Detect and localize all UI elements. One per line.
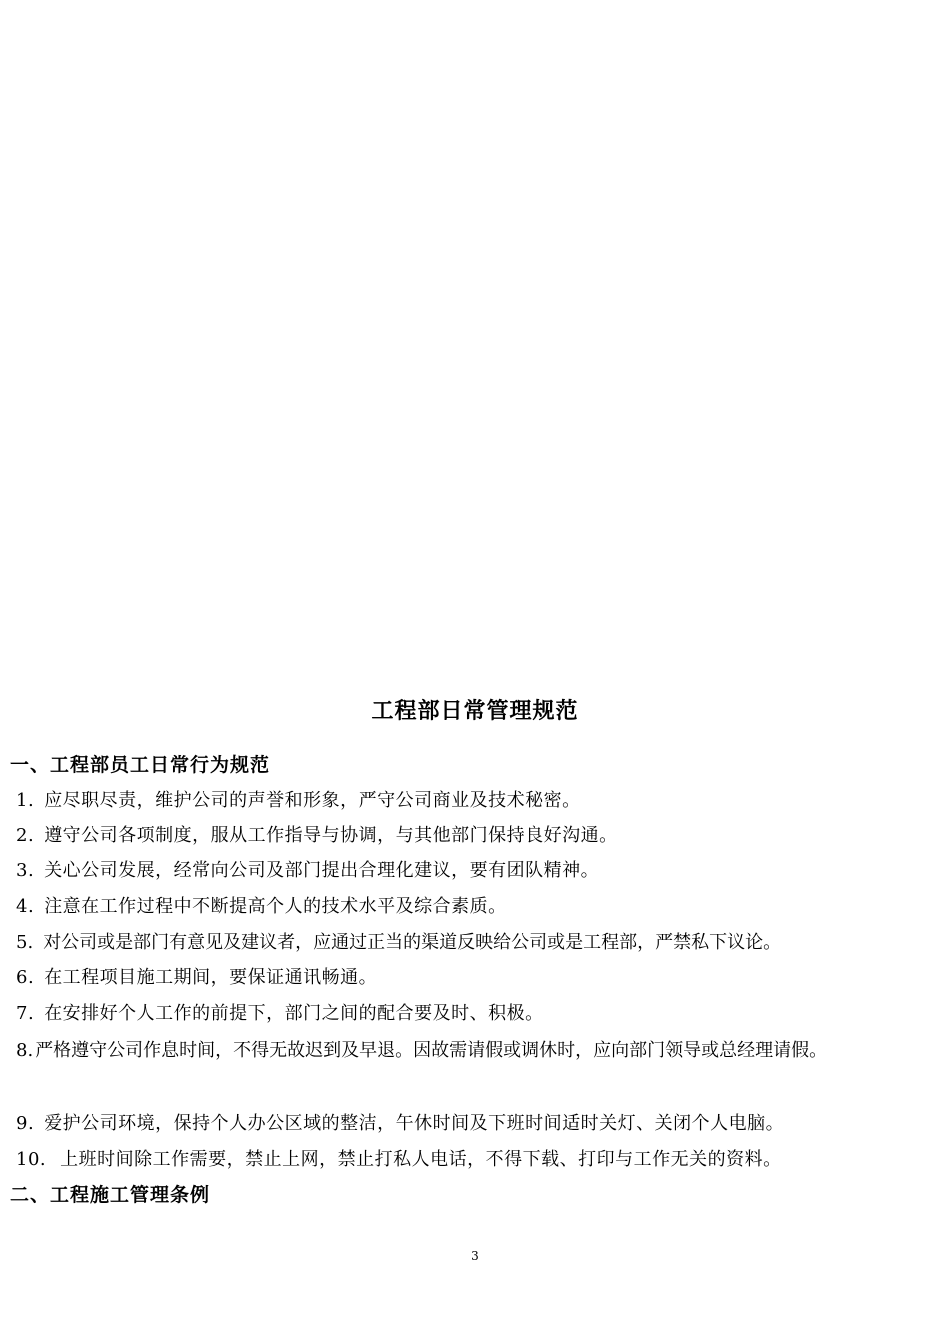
list-item xyxy=(16,787,581,815)
list-item xyxy=(16,822,618,850)
list-item xyxy=(16,1110,784,1138)
item-text: 注意在工作过程中不断提高个人的技术水平及综合素质。 xyxy=(44,896,507,917)
item-number: 9. xyxy=(16,1113,35,1134)
item-number: 3. xyxy=(16,860,35,881)
item-number: 8. xyxy=(16,1040,34,1061)
list-item xyxy=(16,1146,782,1174)
item-number: 7. xyxy=(16,1003,35,1024)
list-item xyxy=(16,964,377,992)
page-number: 3 xyxy=(471,1249,479,1263)
list-item xyxy=(16,929,781,957)
item-number: 10. xyxy=(16,1149,47,1170)
item-text: 严格遵守公司作息时间，不得无故迟到及早退。因故需请假或调休时，应向部门领导或总经理请假。 xyxy=(35,1040,828,1061)
item-text: 在安排好个人工作的前提下，部门之间的配合要及时、积极。 xyxy=(44,1003,544,1024)
item-text: 上班时间除工作需要，禁止上网，禁止打私人电话，不得下载、打印与工作无关的资料。 xyxy=(60,1149,782,1170)
list-item xyxy=(16,1000,544,1028)
item-text: 在工程项目施工期间，要保证通讯畅通。 xyxy=(44,967,378,988)
item-number: 1. xyxy=(16,790,35,811)
item-number: 5. xyxy=(16,932,34,953)
item-text: 爱护公司环境，保持个人办公区域的整洁，午休时间及下班时间适时关灯、关闭个人电脑。 xyxy=(44,1113,785,1134)
item-number: 6. xyxy=(16,967,35,988)
section-heading-2: 二、工程施工管理条例 xyxy=(10,1184,211,1206)
document-title: 工程部日常管理规范 xyxy=(371,699,579,724)
list-item xyxy=(16,857,599,885)
item-text: 遵守公司各项制度，服从工作指导与协调，与其他部门保持良好沟通。 xyxy=(44,825,618,846)
section-heading-1: 一、工程部员工日常行为规范 xyxy=(10,754,271,776)
item-text: 关心公司发展，经常向公司及部门提出合理化建议，要有团队精神。 xyxy=(44,860,600,881)
list-item xyxy=(16,893,507,921)
item-text: 对公司或是部门有意见及建议者，应通过正当的渠道反映给公司或是工程部，严禁私下议论。 xyxy=(43,932,782,953)
list-item xyxy=(16,1034,948,1068)
item-text: 应尽职尽责，维护公司的声誉和形象，严守公司商业及技术秘密。 xyxy=(44,790,581,811)
item-number: 4. xyxy=(16,896,35,917)
item-number: 2. xyxy=(16,825,35,846)
